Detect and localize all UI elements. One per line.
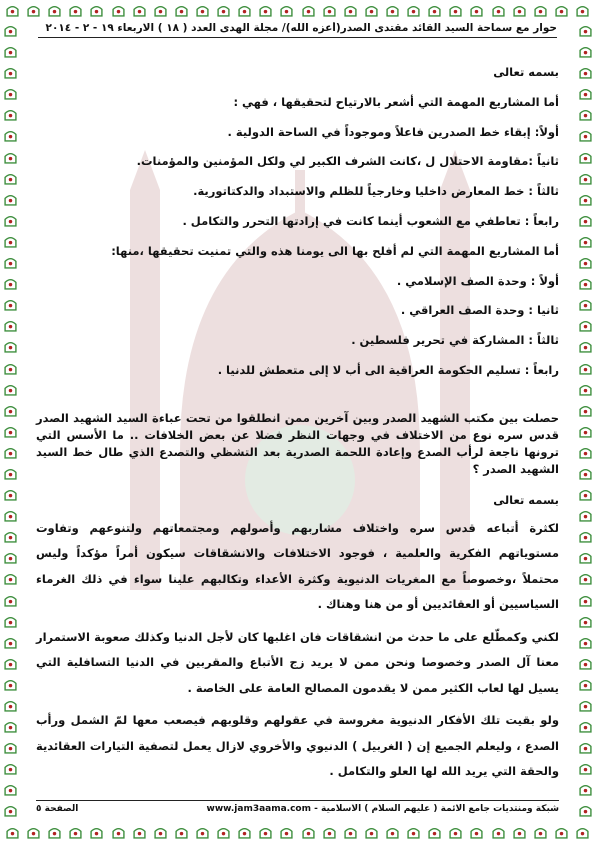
border-ornament-icon	[4, 108, 17, 121]
border-ornament-icon	[4, 678, 17, 691]
border-ornament-icon	[4, 699, 17, 712]
border-ornament-icon	[579, 615, 592, 628]
left-ornament-border	[0, 20, 20, 822]
border-ornament-icon	[4, 24, 17, 37]
border-ornament-icon	[196, 4, 209, 17]
border-ornament-icon	[4, 467, 17, 480]
border-ornament-icon	[579, 572, 592, 585]
border-ornament-icon	[175, 4, 188, 17]
border-ornament-icon	[407, 4, 420, 17]
intro-paragraph: أما المشاريع المهمة التي أشعر بالارتياح لتحقيقها ، فهي :	[233, 94, 559, 109]
border-ornament-icon	[579, 383, 592, 396]
border-ornament-icon	[579, 467, 592, 480]
border-ornament-icon	[534, 826, 547, 839]
border-ornament-icon	[217, 4, 230, 17]
list-item: ثانياً :مقاومة الاحتلال ل ،كانت الشرف الكبير لي ولكل المؤمنين والمؤمنات.	[136, 154, 559, 169]
list-item: رابعاً : تعاطفي مع الشعوب أينما كانت في إرادتها التحرر والتكامل .	[182, 213, 559, 228]
page-footer	[36, 800, 559, 814]
page-number: الصفحة ٥	[36, 804, 79, 814]
border-ornament-icon	[4, 404, 17, 417]
border-ornament-icon	[579, 298, 592, 311]
border-ornament-icon	[579, 108, 592, 121]
border-ornament-icon	[386, 826, 399, 839]
border-ornament-icon	[4, 594, 17, 607]
border-ornament-icon	[4, 572, 17, 585]
border-ornament-icon	[579, 425, 592, 438]
border-ornament-icon	[579, 783, 592, 796]
border-ornament-icon	[4, 425, 17, 438]
border-ornament-icon	[4, 298, 17, 311]
border-ornament-icon	[238, 4, 251, 17]
border-ornament-icon	[579, 193, 592, 206]
border-ornament-icon	[579, 551, 592, 564]
border-ornament-icon	[579, 319, 592, 332]
border-ornament-icon	[4, 151, 17, 164]
border-ornament-icon	[344, 4, 357, 17]
border-ornament-icon	[27, 4, 40, 17]
border-ornament-icon	[4, 277, 17, 290]
border-ornament-icon	[69, 826, 82, 839]
border-ornament-icon	[90, 826, 103, 839]
basmala-heading: بسمه تعالى	[493, 65, 559, 79]
border-ornament-icon	[470, 4, 483, 17]
border-ornament-icon	[27, 826, 40, 839]
border-ornament-icon	[579, 509, 592, 522]
border-ornament-icon	[365, 4, 378, 17]
border-ornament-icon	[579, 45, 592, 58]
border-ornament-icon	[4, 362, 17, 375]
border-ornament-icon	[386, 4, 399, 17]
border-ornament-icon	[513, 826, 526, 839]
border-ornament-icon	[579, 404, 592, 417]
border-ornament-icon	[555, 826, 568, 839]
border-ornament-icon	[4, 172, 17, 185]
answer-paragraph: لكني وكمطّلع على ما حدث من انشقاقات فان اغلبها كان لأجل الدنيا وكذلك صعوبة الاستمرار معنا آل الصدر وخصوصا ونحن ممن لا يريد زج الأتباع والمقربين في الدنيا التسافلية التي يسيل لها لعاب الكثير ممن لا يقدمون المصالح العامة على الخاصة .	[36, 629, 559, 695]
border-ornament-icon	[133, 4, 146, 17]
basmala-heading-2: بسمه تعالى	[493, 492, 559, 507]
border-ornament-icon	[365, 826, 378, 839]
border-ornament-icon	[154, 826, 167, 839]
border-ornament-icon	[259, 826, 272, 839]
border-ornament-icon	[579, 24, 592, 37]
border-ornament-icon	[492, 826, 505, 839]
border-ornament-icon	[428, 826, 441, 839]
right-ornament-border	[575, 20, 595, 822]
border-ornament-icon	[579, 129, 592, 142]
border-ornament-icon	[579, 340, 592, 353]
border-ornament-icon	[323, 826, 336, 839]
bottom-ornament-border	[0, 822, 595, 842]
border-ornament-icon	[579, 636, 592, 649]
list-item: ثانيا : وحدة الصف العراقي .	[400, 303, 559, 318]
border-ornament-icon	[579, 741, 592, 754]
border-ornament-icon	[579, 446, 592, 459]
border-ornament-icon	[4, 488, 17, 501]
border-ornament-icon	[407, 826, 420, 839]
border-ornament-icon	[4, 804, 17, 817]
page-header	[38, 22, 557, 38]
border-ornament-icon	[579, 804, 592, 817]
border-ornament-icon	[579, 172, 592, 185]
border-ornament-icon	[4, 193, 17, 206]
border-ornament-icon	[323, 4, 336, 17]
border-ornament-icon	[302, 826, 315, 839]
border-ornament-icon	[90, 4, 103, 17]
border-ornament-icon	[579, 530, 592, 543]
border-ornament-icon	[196, 826, 209, 839]
border-ornament-icon	[579, 256, 592, 269]
border-ornament-icon	[302, 4, 315, 17]
border-ornament-icon	[4, 45, 17, 58]
border-ornament-icon	[579, 720, 592, 733]
border-ornament-icon	[449, 826, 462, 839]
border-ornament-icon	[579, 151, 592, 164]
border-ornament-icon	[579, 87, 592, 100]
border-ornament-icon	[579, 594, 592, 607]
list-item: ثالثاً : خط المعارض داخليا وخارجياً للظلم والاستبداد والدكتاتورية.	[193, 184, 559, 199]
border-ornament-icon	[4, 446, 17, 459]
border-ornament-icon	[6, 4, 19, 17]
border-ornament-icon	[492, 4, 505, 17]
border-ornament-icon	[449, 4, 462, 17]
border-ornament-icon	[579, 66, 592, 79]
border-ornament-icon	[579, 277, 592, 290]
border-ornament-icon	[470, 826, 483, 839]
list-item: رابعاً : تسليم الحكومة العراقية الى أب لا إلى متعطش للدنيا .	[217, 362, 559, 377]
answer-paragraph: ولو بقيت تلك الأفكار الدنيوية مغروسة في عقولهم وقلوبهم فيصعب معها لمّ الشمل ورأب الصدع ، وليعلم الجميع إن ( الغربيل ) الدنيوي والأخروي لازال يعمل لتصفية التيارات العقائدية والحقة التي يريد الله لها العلو والتكامل .	[36, 713, 559, 779]
border-ornament-icon	[555, 4, 568, 17]
border-ornament-icon	[280, 4, 293, 17]
border-ornament-icon	[4, 551, 17, 564]
border-ornament-icon	[576, 4, 589, 17]
border-ornament-icon	[579, 699, 592, 712]
list-item: أولاً: إبقاء خط الصدرين فاعلاً وموجوداً في الساحة الدولية .	[227, 124, 559, 139]
border-ornament-icon	[4, 530, 17, 543]
border-ornament-icon	[4, 340, 17, 353]
border-ornament-icon	[4, 319, 17, 332]
header-title: حوار مع سماحة السيد القائد مقتدى الصدر(أعزه الله)/ مجلة الهدى العدد ( ١٨ ) الاربعاء ١٩ - ٢ - ٢٠١٤	[45, 22, 557, 34]
border-ornament-icon	[579, 488, 592, 501]
border-ornament-icon	[175, 826, 188, 839]
border-ornament-icon	[4, 741, 17, 754]
border-ornament-icon	[4, 720, 17, 733]
border-ornament-icon	[112, 826, 125, 839]
list-item: ثالثاً : المشاركة في تحرير فلسطين .	[351, 333, 559, 348]
border-ornament-icon	[4, 129, 17, 142]
top-ornament-border	[0, 0, 595, 20]
border-ornament-icon	[579, 235, 592, 248]
border-ornament-icon	[4, 214, 17, 227]
border-ornament-icon	[534, 4, 547, 17]
border-ornament-icon	[4, 235, 17, 248]
border-ornament-icon	[4, 636, 17, 649]
border-ornament-icon	[4, 509, 17, 522]
border-ornament-icon	[513, 4, 526, 17]
border-ornament-icon	[4, 783, 17, 796]
border-ornament-icon	[217, 826, 230, 839]
border-ornament-icon	[579, 214, 592, 227]
list-item: أولاً : وحدة الصف الإسلامي .	[396, 273, 559, 288]
border-ornament-icon	[259, 4, 272, 17]
border-ornament-icon	[4, 657, 17, 670]
border-ornament-icon	[579, 762, 592, 775]
border-ornament-icon	[69, 4, 82, 17]
intro-paragraph-2: أما المشاريع المهمة التي لم أفلح بها الى يومنا هذه والتي تمنيت تحقيقها ،منها:	[111, 243, 559, 258]
border-ornament-icon	[48, 4, 61, 17]
border-ornament-icon	[133, 826, 146, 839]
border-ornament-icon	[579, 657, 592, 670]
border-ornament-icon	[112, 4, 125, 17]
border-ornament-icon	[4, 383, 17, 396]
border-ornament-icon	[4, 256, 17, 269]
border-ornament-icon	[6, 826, 19, 839]
border-ornament-icon	[344, 826, 357, 839]
border-ornament-icon	[48, 826, 61, 839]
border-ornament-icon	[4, 87, 17, 100]
border-ornament-icon	[154, 4, 167, 17]
border-ornament-icon	[280, 826, 293, 839]
border-ornament-icon	[428, 4, 441, 17]
answer-paragraph: لكثرة أتباعه قدس سره واختلاف مشاربهم وأصولهم ومجتمعاتهم ولتنوعهم وتفاوت مستوياتهم الفكرية والعلمية ، فوجود الاختلافات والانشقاقات سيكون أمراً مؤكداً وليس محتملاً ،وخصوصاً مع المغريات الدنيوية وكثرة الأعداء وتكالبهم علينا سواء في ذلك الغرماء السياسيين أو العقائديين أو من هنا وهناك .	[36, 520, 559, 612]
border-ornament-icon	[238, 826, 251, 839]
footer-site-credit: شبكة ومنتديات جامع الائمة ( عليهم السلام ) الاسلامية - www.jam3aama.com	[206, 804, 559, 814]
interview-question: حصلت بين مكتب الشهيد الصدر وبين آخرين ممن انطلقوا من تحت عباءة السيد الشهيد الصدر قدس سره نوع من الاختلاف في وجهات النظر فضلا عن بعض الخلافات .. ما الأسس التي ترونها ناجعة لرأب الصدع وإعادة اللحمة الصدرية بعد التشظي والتصدع الذي طال خط السيد الشهيد الصدر ؟	[36, 410, 559, 476]
border-ornament-icon	[579, 678, 592, 691]
border-ornament-icon	[4, 615, 17, 628]
article-body	[36, 58, 559, 792]
border-ornament-icon	[4, 66, 17, 79]
border-ornament-icon	[576, 826, 589, 839]
border-ornament-icon	[579, 362, 592, 375]
border-ornament-icon	[4, 762, 17, 775]
